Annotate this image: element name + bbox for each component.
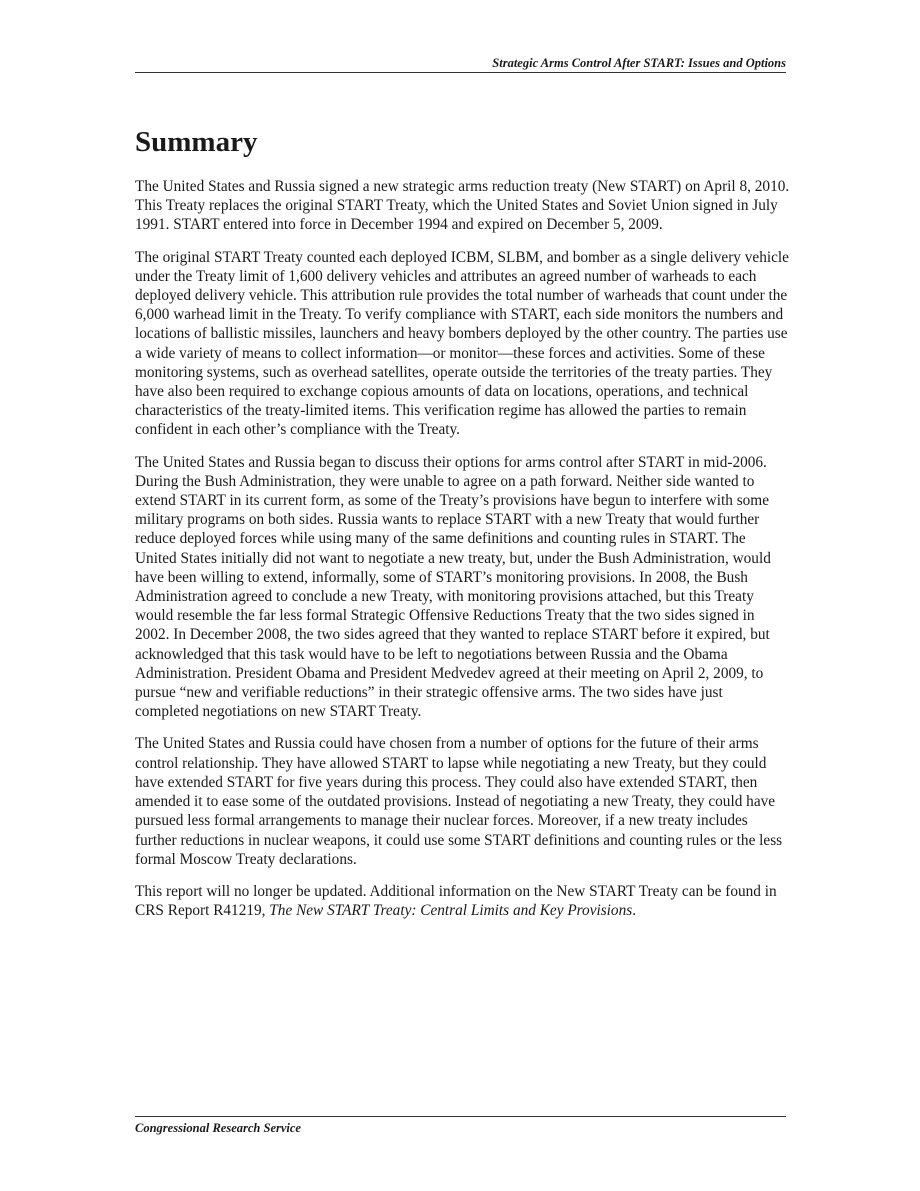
header-rule bbox=[135, 72, 786, 73]
paragraph-4: The United States and Russia could have chosen from a number of options for the future of their arms control relationship. They have allowed START to lapse while negotiating a new Treaty, but they could have extended START for five years during this process. They could also have extended START, then amended it to ease some of the outdated provisions. Instead of negotiating a new Treaty, they could have pursued less formal arrangements to manage their nuclear forces. Moreover, if a new treaty includes further reductions in nuclear weapons, it could use some START definitions and counting rules or the less formal Moscow Treaty declarations. bbox=[135, 735, 783, 868]
running-footer: Congressional Research Service bbox=[135, 1121, 301, 1135]
report-title: The New START Treaty: Central Limits and Key Provisions bbox=[269, 902, 633, 920]
paragraph-closing bbox=[135, 882, 790, 920]
paragraph-1: The United States and Russia signed a new strategic arms reduction treaty (New START) on April 8, 2010. This Treaty replaces the original START Treaty, which the United States and Soviet Union signed in July 1991. START entered into force in December 1994 and expired on December 5, 2009. bbox=[135, 178, 790, 234]
closing-end: . bbox=[632, 902, 637, 920]
paragraph-3: The United States and Russia began to discuss their options for arms control after START in mid-2006. During the Bush Administration, they were unable to agree on a path forward. Neither side wanted to extend START in its current form, as some of the Treaty’s provisions have begun to interfere with some military programs on both sides. Russia wants to replace START with a new Treaty that would further reduce deployed forces while using many of the same definitions and counting rules in START. The United States initially did not want to negotiate a new treaty, but, under the Bush Administration, would have been willing to extend, informally, some of START’s monitoring provisions. In 2008, the Bush Administration agreed to conclude a new Treaty, with monitoring provisions attached, but this Treaty would resemble the far less formal Strategic Offensive Reductions Treaty that the two sides signed in 2002. In December 2008, the two sides agreed that they wanted to replace START before it expired, but acknowledged that this task would have to be left to negotiations between Russia and the Obama Administration. President Obama and President Medvedev agreed at their meeting on April 2, 2009, to pursue “new and verifiable reductions” in their strategic offensive arms. The two sides have just completed negotiations on new START Treaty. bbox=[135, 453, 771, 721]
footer-rule bbox=[135, 1116, 786, 1117]
running-header: Strategic Arms Control After START: Issues and Options bbox=[492, 56, 786, 70]
closing-text: This report will no longer be updated. Additional information on the New START Treaty can be found in CRS Report R41219, bbox=[135, 882, 777, 920]
summary-body bbox=[135, 177, 790, 933]
page-title: Summary bbox=[135, 126, 258, 158]
paragraph-2: The original START Treaty counted each deployed ICBM, SLBM, and bomber as a single delivery vehicle under the Treaty limit of 1,600 delivery vehicles and attributes an agreed number of warheads to each deployed delivery vehicle. This attribution rule provides the total number of warheads that count under the 6,000 warhead limit in the Treaty. To verify compliance with START, each side monitors the numbers and locations of ballistic missiles, launchers and heavy bombers deployed by the other country. The parties use a wide variety of means to collect information—or monitor—these forces and activities. Some of these monitoring systems, such as overhead satellites, operate outside the territories of the treaty parties. They have also been required to exchange copious amounts of data on locations, operations, and technical characteristics of the treaty-limited items. This verification regime has allowed the parties to remain confident in each other’s compliance with the Treaty. bbox=[135, 248, 789, 439]
